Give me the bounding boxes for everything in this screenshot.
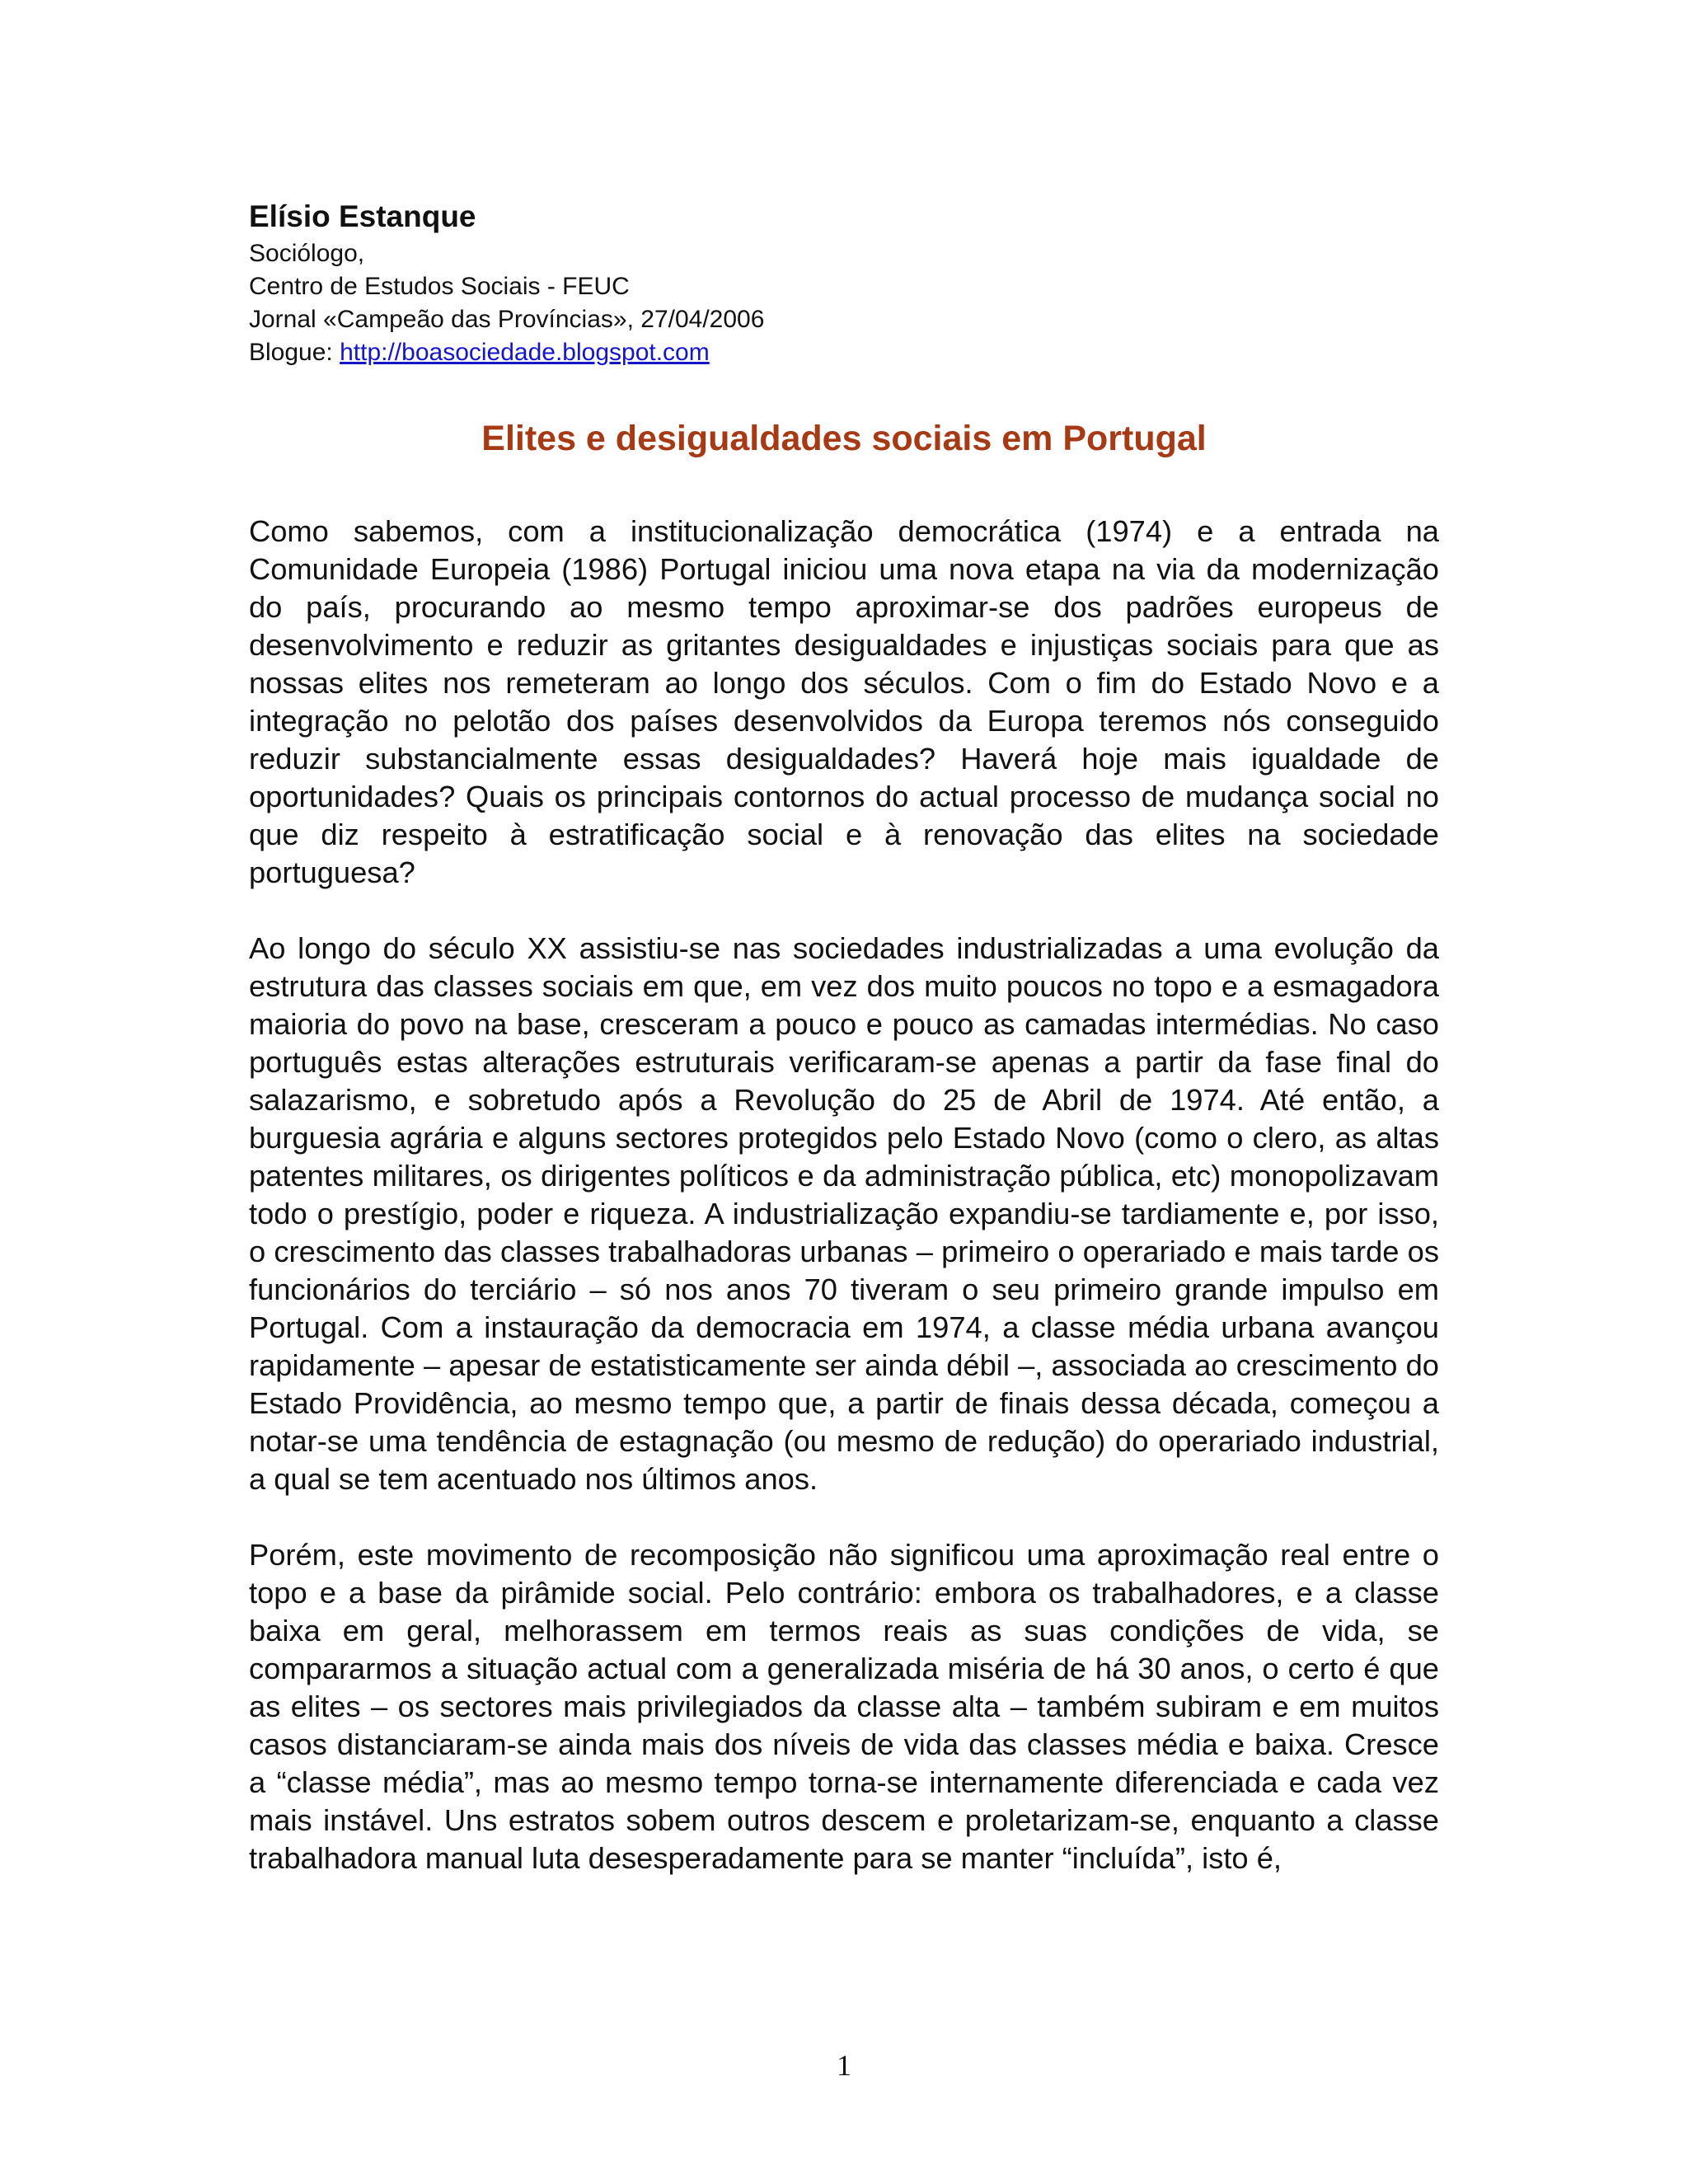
document-page (249, 196, 1439, 1877)
blog-label: Blogue: (249, 339, 340, 366)
article-title: Elites e desigualdades sociais em Portugal (481, 419, 1207, 458)
article-paragraph-1: Como sabemos, com a institucionalização democrática (1974) e a entrada na Comunidade Europeia (1986) Portugal iniciou uma nova etapa na via da modernização do país, procurando ao mesmo tempo aproximar-se dos padrões europeus de desenvolvimento e reduzir as gritantes desigualdades e injustiças sociais para que as nossas elites nos remeteram ao longo dos séculos. Com o fim do Estado Novo e a integração no pelotão dos países desenvolvidos da Europa teremos nós conseguido reduzir substancialmente essas desigualdades? Haverá hoje mais igualdade de oportunidades? Quais os principais contornos do actual processo de mudança social no que diz respeito à estratificação social e à renovação das elites na sociedade portuguesa? (249, 514, 1439, 889)
author-name: Elísio Estanque (249, 199, 476, 233)
blog-line (249, 336, 1439, 369)
author-role: Sociólogo, (249, 240, 365, 267)
author-block (249, 196, 1439, 369)
blog-link[interactable]: http://boasociedade.blogspot.com (340, 339, 710, 366)
page-number: 1 (837, 2049, 851, 2082)
author-institution: Centro de Estudos Sociais - FEUC (249, 273, 630, 300)
article-paragraph-3: Porém, este movimento de recomposição não significou uma aproximação real entre o topo e a base da pirâmide social. Pelo contrário: embora os trabalhadores, e a classe baixa em geral, melhorassem em termos reais as suas condições de vida, se compararmos a situação actual com a generalizada miséria de há 30 anos, o certo é que as elites – os sectores mais privilegiados da classe alta – também subiram e em muitos casos distanciaram-se ainda mais dos níveis de vida das classes média e baixa. Cresce a “classe média”, mas ao mesmo tempo torna-se internamente diferenciada e cada vez mais instável. Uns estratos sobem outros descem e proletarizam-se, enquanto a classe trabalhadora manual luta desesperadamente para se manter “incluída”, isto é, (249, 1538, 1439, 1875)
article-paragraph-2: Ao longo do século XX assistiu-se nas sociedades industrializadas a uma evolução da estrutura das classes sociais em que, em vez dos muito poucos no topo e a esmagadora maioria do povo na base, cresceram a pouco e pouco as camadas intermédias. No caso português estas alterações estruturais verificaram-se apenas a partir da fase final do salazarismo, e sobretudo após a Revolução do 25 de Abril de 1974. Até então, a burguesia agrária e alguns sectores protegidos pelo Estado Novo (como o clero, as altas patentes militares, os dirigentes políticos e da administração pública, etc) monopolizavam todo o prestígio, poder e riqueza. A industrialização expandiu-se tardiamente e, por isso, o crescimento das classes trabalhadoras urbanas – primeiro o operariado e mais tarde os funcionários do terciário – só nos anos 70 tiveram o seu primeiro grande impulso em Portugal. Com a instauração da democracia em 1974, a classe média urbana avançou rapidamente – apesar de estatisticamente ser ainda débil –, associada ao crescimento do Estado Providência, ao mesmo tempo que, a partir de finais dessa década, começou a notar-se uma tendência de estagnação (ou mesmo de redução) do operariado industrial, a qual se tem acentuado nos últimos anos. (249, 931, 1439, 1496)
publication-info: Jornal «Campeão das Províncias», 27/04/2006 (249, 306, 765, 333)
